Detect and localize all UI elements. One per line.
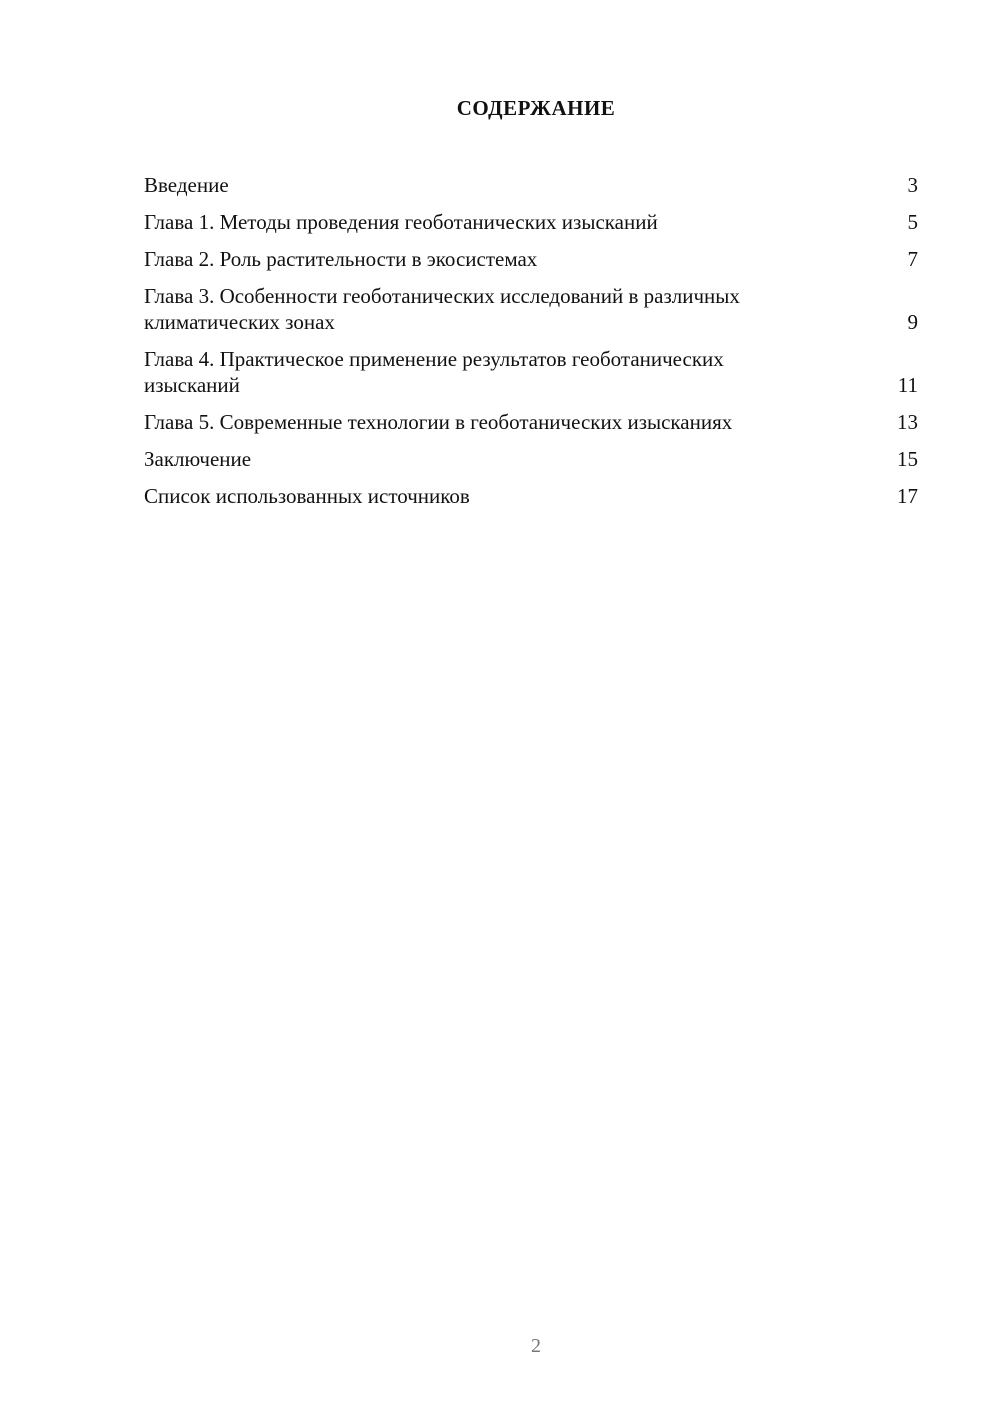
toc-entry-title: Список использованных источников — [144, 484, 470, 508]
page-number: 2 — [531, 1335, 541, 1357]
toc-entry-page: 13 — [897, 410, 918, 434]
toc-title: СОДЕРЖАНИЕ — [456, 96, 616, 120]
toc-entry-page: 7 — [907, 247, 918, 271]
toc-entry-title: Введение — [144, 173, 229, 197]
toc-entry-chapter-1 — [144, 209, 918, 235]
toc-entry-title: Глава 1. Методы проведения геоботанических изысканий — [144, 210, 658, 234]
toc-entry-page: 9 — [907, 310, 918, 334]
toc-list — [144, 172, 918, 520]
toc-entry-page: 11 — [897, 373, 918, 397]
toc-entry-title: Глава 3. Особенности геоботанических исследований в различных климатических зонах — [144, 284, 740, 334]
toc-entry-chapter-4 — [144, 346, 918, 398]
toc-entry-page: 17 — [897, 484, 918, 508]
toc-entry-chapter-3 — [144, 283, 918, 335]
toc-entry-title: Глава 5. Современные технологии в геоботанических изысканиях — [144, 410, 733, 434]
toc-entry-page: 15 — [897, 447, 918, 471]
toc-entry-introduction — [144, 172, 918, 198]
toc-entry-title: Глава 4. Практическое применение результатов геоботанических изысканий — [144, 347, 724, 397]
toc-entry-page: 5 — [907, 210, 918, 234]
toc-entry-title: Глава 2. Роль растительности в экосистемах — [144, 247, 538, 271]
toc-entry-chapter-2 — [144, 246, 918, 272]
toc-entry-title: Заключение — [144, 447, 252, 471]
toc-entry-page: 3 — [907, 173, 918, 197]
toc-entry-references — [144, 483, 918, 509]
toc-entry-conclusion — [144, 446, 918, 472]
toc-entry-chapter-5 — [144, 409, 918, 435]
